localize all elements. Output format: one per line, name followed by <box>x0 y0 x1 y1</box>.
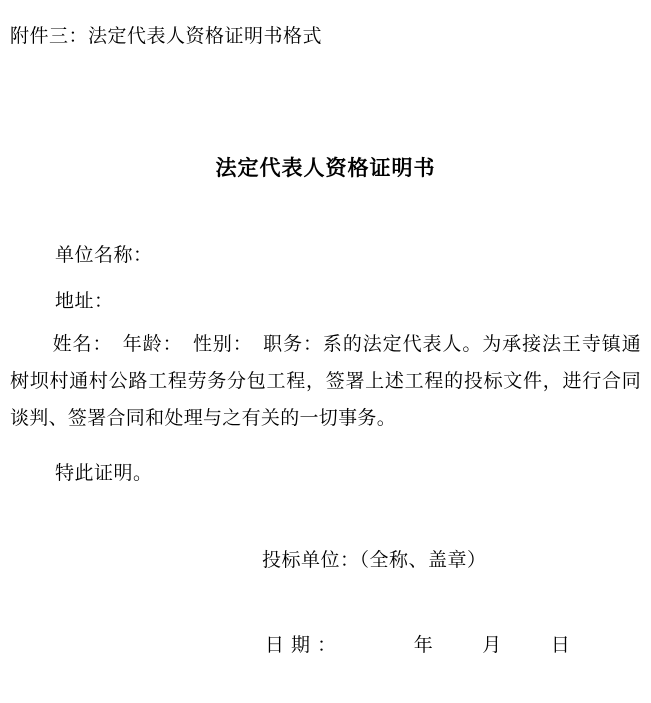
date-month-unit: 月 <box>482 634 502 656</box>
field-unit-name: 单位名称： <box>55 244 153 266</box>
date-year-unit: 年 <box>413 634 434 656</box>
page-title: 法定代表人资格证明书 <box>215 155 436 180</box>
field-address: 地址： <box>55 290 114 312</box>
date-day-unit: 日 <box>550 634 571 656</box>
date-line <box>265 630 570 660</box>
bidder-signature-label: 投标单位：（全称、盖章） <box>262 549 487 571</box>
date-label: 日 期 ： <box>265 634 337 656</box>
body-paragraph <box>10 326 641 437</box>
attachment-label: 附件三：法定代表人资格证明书格式 <box>10 25 323 47</box>
paragraph-text: 姓名： 年龄： 性别： 职务：系的法定代表人。为承接法王寺镇通树坝村通村公路工程劳务分包工程，签署上述工程的投标文件，进行合同谈判、签署合同和处理与之有关的一切事务。 <box>10 333 641 429</box>
certify-statement: 特此证明。 <box>55 462 153 484</box>
